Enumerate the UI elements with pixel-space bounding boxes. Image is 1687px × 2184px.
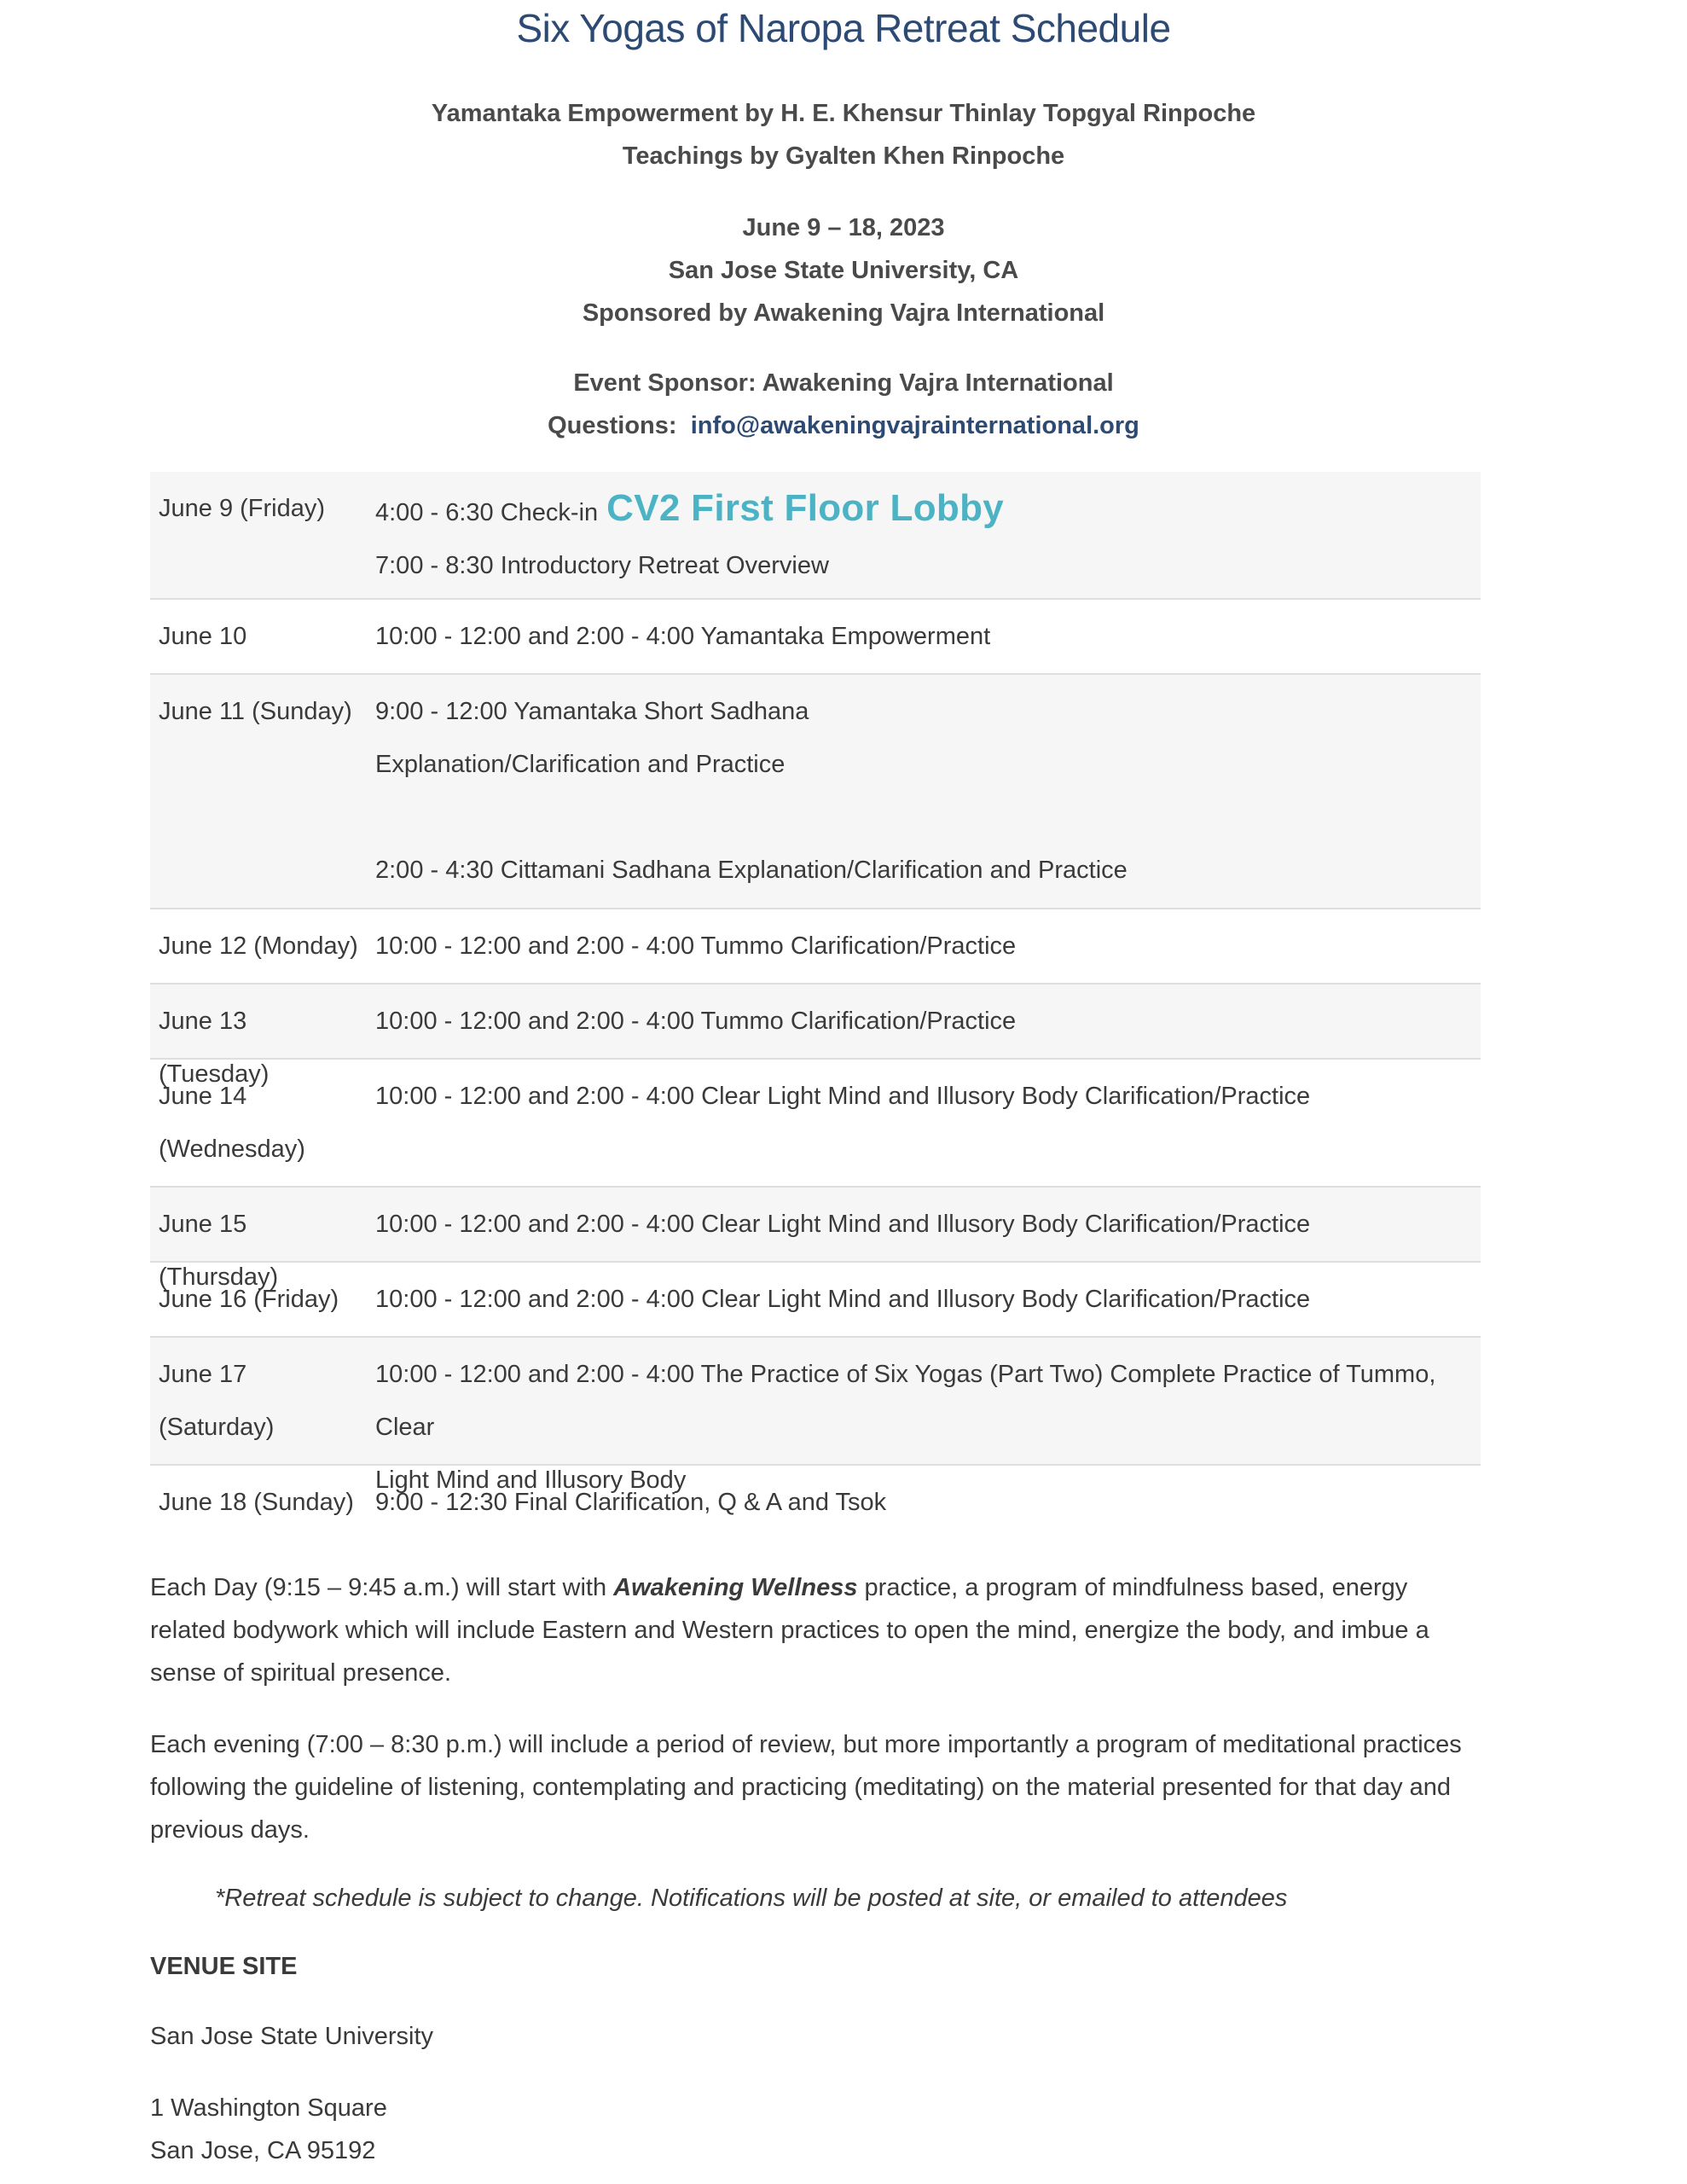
contact-email-link[interactable]: info@awakeningvajrainternational.org — [690, 412, 1139, 439]
teachers-block — [0, 92, 1687, 177]
contact-block — [0, 362, 1687, 447]
schedule-details — [375, 685, 1446, 897]
schedule-day — [159, 1070, 363, 1176]
schedule-line: 10:00 - 12:00 and 2:00 - 4:00 Clear Light Mind and Illusory Body Clarification/Practice — [375, 1083, 1311, 1110]
schedule-details — [375, 995, 1446, 1048]
schedule-line: 10:00 - 12:00 and 2:00 - 4:00 Clear Light Mind and Illusory Body Clarification/Practice — [375, 1286, 1311, 1313]
schedule-details — [375, 482, 1446, 592]
schedule-row-june-10 — [150, 600, 1481, 675]
schedule-row-june-11 — [150, 675, 1481, 909]
empowerment-line: Yamantaka Empowerment by H. E. Khensur Thinlay Topgyal Rinpoche — [431, 100, 1256, 127]
schedule-line: 10:00 - 12:00 and 2:00 - 4:00 Tummo Clarification/Practice — [375, 1008, 1017, 1035]
schedule-details — [375, 1070, 1446, 1123]
schedule-day: June 9 (Friday) — [159, 495, 326, 522]
schedule-line: 10:00 - 12:00 and 2:00 - 4:00 Yamantaka Empowerment — [375, 623, 991, 650]
venue-name: San Jose State University — [150, 2023, 434, 2050]
schedule-table — [150, 472, 1481, 1542]
schedule-day: June 17 (Saturday) — [159, 1361, 275, 1441]
schedule-row-june-13 — [150, 985, 1481, 1088]
schedule-line: 2:00 - 4:30 Cittamani Sadhana Explanation/Clarification and Practice — [375, 857, 1128, 884]
schedule-row-june-12 — [150, 909, 1481, 985]
schedule-change-note: *Retreat schedule is subject to change. Notifications will be posted at site, or emailed to attendees — [215, 1885, 1288, 1912]
venue-city: San Jose, CA 95192 — [150, 2137, 376, 2164]
schedule-line: 7:00 - 8:30 Introductory Retreat Overview — [375, 552, 829, 579]
schedule-line: Explanation/Clarification and Practice — [375, 751, 786, 778]
daily-text-prefix: Each Day (9:15 – 9:45 a.m.) will start with — [150, 1574, 614, 1601]
schedule-row-june-9 — [150, 472, 1481, 600]
page-title: Six Yogas of Naropa Retreat Schedule — [516, 6, 1171, 50]
schedule-details — [375, 1198, 1446, 1251]
sponsored-by-line: Sponsored by Awakening Vajra International — [582, 299, 1105, 327]
day-weekday: (Wednesday) — [159, 1136, 305, 1163]
event-sponsor-line: Event Sponsor: Awakening Vajra International — [573, 369, 1114, 397]
schedule-line: 9:00 - 12:00 Yamantaka Short Sadhana — [375, 698, 809, 725]
schedule-row-june-15 — [150, 1188, 1481, 1291]
day-date: June 14 — [159, 1083, 247, 1110]
schedule-day: June 11 (Sunday) — [159, 698, 352, 725]
evening-paragraph: Each evening (7:00 – 8:30 p.m.) will include a period of review, but more importantly a program of meditational practices following the guideline of listening, contemplating and practicing (meditating) on the material presented for that day and previous days. — [150, 1731, 1462, 1844]
daily-text-suffix: practice, a program of mindfulness based, energy related bodywork which will include Eastern and Western practices to open the mind, energize the body, and imbue a sense of spiritual presence. — [150, 1574, 1429, 1687]
schedule-line — [375, 791, 1446, 844]
schedule-line: 9:00 - 12:30 Final Clarification, Q & A and Tsok — [375, 1489, 887, 1516]
schedule-line: 10:00 - 12:00 and 2:00 - 4:00 Tummo Clarification/Practice — [375, 932, 1017, 960]
schedule-day: June 13 (Tuesday) — [159, 1008, 270, 1088]
schedule-day: June 12 (Monday) — [159, 932, 358, 960]
schedule-line: Light Mind and Illusory Body — [375, 1467, 687, 1494]
questions-line — [0, 404, 1687, 447]
schedule-details — [375, 1476, 1446, 1529]
schedule-day: June 10 — [159, 623, 247, 650]
schedule-details — [375, 1273, 1446, 1326]
schedule-line — [375, 482, 1446, 539]
daily-practice-paragraph — [150, 1566, 1481, 1694]
teachings-line: Teachings by Gyalten Khen Rinpoche — [622, 142, 1065, 170]
venue-heading: VENUE SITE — [150, 1953, 298, 1980]
event-location: San Jose State University, CA — [668, 257, 1019, 284]
schedule-day: June 16 (Friday) — [159, 1286, 339, 1313]
schedule-row-june-17 — [150, 1338, 1481, 1494]
schedule-details — [375, 920, 1446, 973]
schedule-line: 10:00 - 12:00 and 2:00 - 4:00 Clear Light Mind and Illusory Body Clarification/Practice — [375, 1211, 1311, 1238]
event-dates: June 9 – 18, 2023 — [742, 214, 945, 241]
schedule-row-june-16 — [150, 1263, 1481, 1338]
schedule-line: 10:00 - 12:00 and 2:00 - 4:00 The Practice of Six Yogas (Part Two) Complete Practice of Tummo, Clear — [375, 1361, 1436, 1441]
schedule-day: June 18 (Sunday) — [159, 1489, 354, 1516]
event-info-block — [0, 206, 1687, 334]
questions-label: Questions: — [548, 412, 677, 439]
schedule-row-june-18 — [150, 1466, 1481, 1542]
schedule-details — [375, 610, 1446, 663]
venue-street: 1 Washington Square — [150, 2094, 387, 2122]
lobby-callout: CV2 First Floor Lobby — [606, 487, 1005, 529]
checkin-text: 4:00 - 6:30 Check-in — [375, 499, 599, 526]
schedule-row-june-14 — [150, 1060, 1481, 1188]
schedule-day: June 15 (Thursday) — [159, 1211, 279, 1291]
awakening-wellness-emphasis: Awakening Wellness — [613, 1574, 858, 1601]
